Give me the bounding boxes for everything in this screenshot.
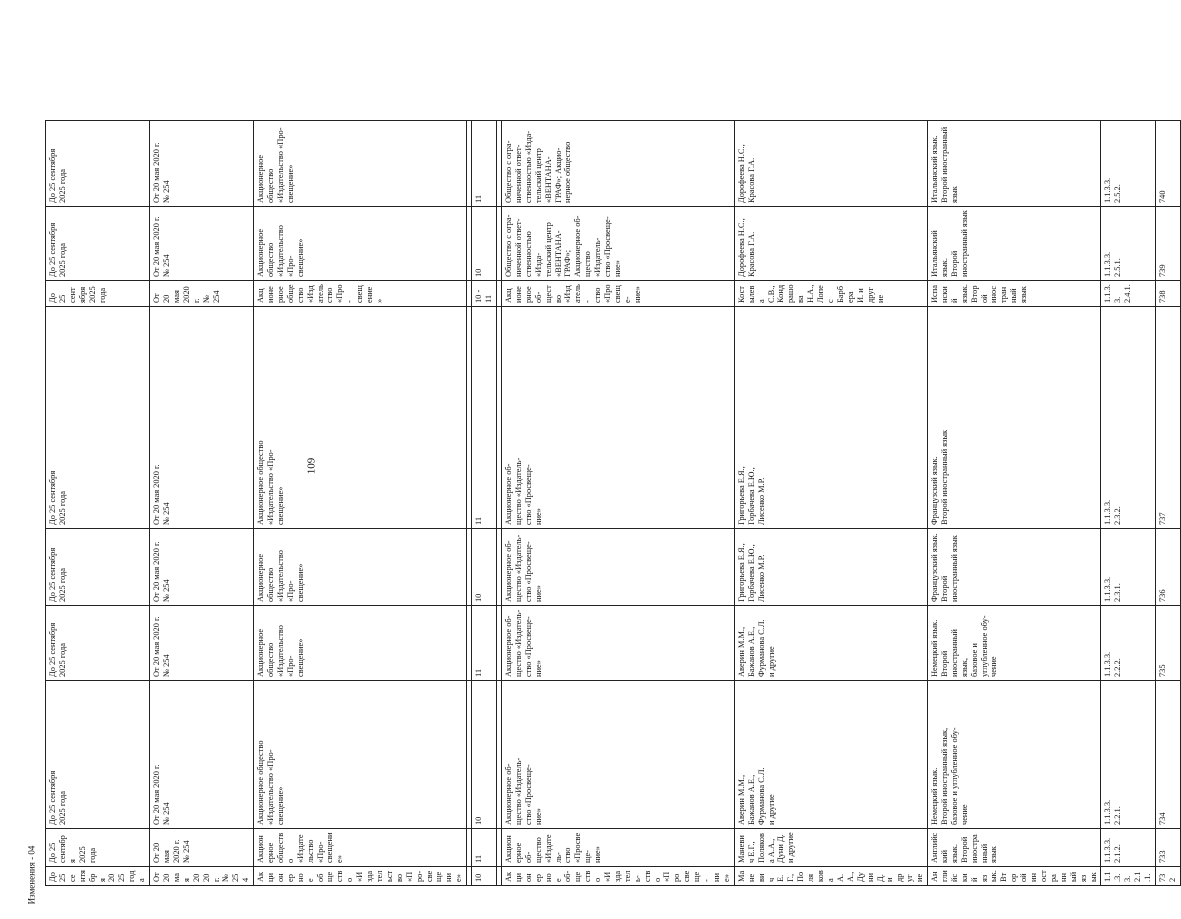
- cell-subject: Английский язык. Второй иностранный язык: [928, 867, 1101, 886]
- page-number-text: 109: [305, 457, 317, 475]
- cell-authors: Дорофеева Н.С., Красова Г.А.: [734, 207, 927, 281]
- cell-subject: Французский язык. Второй иностранный язык: [928, 307, 1101, 529]
- cell-authors: Маневич Е.Г., Полякова А.А., Дуни Д. и другие: [734, 867, 927, 886]
- cell-grade: 10: [472, 207, 497, 281]
- cell-publisher: Акционерное об- щество «Издатель- ство «Просвеще- ние»: [501, 606, 734, 681]
- cell-authors: Григорьева Е.Я., Горбачева Е.Ю., Лисенко М.Р.: [734, 307, 927, 529]
- cell-authors: Костылева С.В., Кондрашова Н.А., Лопес Барбера И. и другие: [734, 281, 927, 307]
- cell-publisher: Акционерное об- щество «Издатель- ство «Просвеще- ние»: [501, 681, 734, 829]
- cell-subject: Испанский язык. Второй иностранный язык: [928, 281, 1101, 307]
- cell-publisher: Акционерное об- щество «Издатель- ство «Просвеще- ние»: [501, 307, 734, 529]
- cell-org: Акционерное общество «Издательство «Про- свещение»: [254, 681, 467, 829]
- cell-num: 734: [1155, 681, 1180, 829]
- cell-grade: 11: [472, 606, 497, 681]
- cell-num: 736: [1155, 529, 1180, 606]
- cell-publisher: Акционерное об- щество «Издатель- ство «Просвеще- ние»: [501, 867, 734, 886]
- table-column-publisher: [501, 43, 734, 886]
- cell-order: От 20 мая 2020 г. № 254: [150, 121, 254, 207]
- cell-grade: 10 - 11: [472, 281, 497, 307]
- cell-code: 1.1.3.3. 2.1.1.: [1101, 867, 1156, 886]
- cell-subject: Итальянский язык. Второй иностранный язык: [928, 121, 1101, 207]
- textbook-list-table-area: [45, 43, 1177, 886]
- cell-num: 740: [1155, 121, 1180, 207]
- cell-subject: Немецкий язык. Второй иностранный язык, базовое и углубленное обу- чение: [928, 606, 1101, 681]
- cell-order: От 20 мая 2020 г. № 254: [150, 281, 254, 307]
- table-column-num: [1155, 43, 1180, 886]
- cell-subject: Немецкий язык. Второй иностранный язык, базовое и углубленное обу- чение: [928, 681, 1101, 829]
- table-column-authors: [734, 43, 927, 886]
- cell-publisher: Общество с огра- ниченной ответ- ственностью «Изда- тельский центр «ВЕНТАНА- ГРАФ»; Акцио- нерное общество: [501, 121, 734, 207]
- cell-grade: 10: [472, 867, 497, 886]
- cell-code: 1.1.3.3. 2.3.1.: [1101, 529, 1156, 606]
- cell-authors: Аверин М.М., Бажанов А.Е., Фурманова С.Л. и другие: [734, 606, 927, 681]
- cell-num: 735: [1155, 606, 1180, 681]
- cell-order: От 20 мая 2020 г. № 254: [150, 606, 254, 681]
- cell-order: От 20 мая 2020 г. № 254: [150, 207, 254, 281]
- cell-grade: 11: [472, 829, 497, 867]
- cell-num: 733: [1155, 829, 1180, 867]
- cell-authors: Аверин М.М., Бажанов А.Е., Фурманова С.Л. и другие: [734, 681, 927, 829]
- cell-org: Акционерное общество «Издательство «Про- свещение»: [254, 606, 467, 681]
- cell-deadline: До 25 сентября 2025 года: [46, 121, 150, 207]
- cell-order: От 20 мая 2020 г. № 254: [150, 829, 254, 867]
- cell-publisher: Акционерное об- щество «Издатель- ство «Просвеще- ние»: [501, 281, 734, 307]
- cell-deadline: До 25 сентября 2025 года: [46, 867, 150, 886]
- cell-num: 737: [1155, 307, 1180, 529]
- cell-num: 739: [1155, 207, 1180, 281]
- cell-deadline: До 25 сентября 2025 года: [46, 829, 150, 867]
- cell-deadline: До 25 сентября 2025 года: [46, 681, 150, 829]
- cell-code: 1.1.3.3. 2.4.1.: [1101, 281, 1156, 307]
- table-column-deadline: [46, 43, 150, 886]
- cell-org: Акционерное общество «Издательство «Про- свещение»: [254, 281, 467, 307]
- cell-order: От 20 мая 2020 г. № 254: [150, 681, 254, 829]
- cell-order: От 20 мая 2020 г. № 254: [150, 867, 254, 886]
- cell-grade: 10: [472, 529, 497, 606]
- cell-code: 1.1.3.3. 2.2.2.: [1101, 606, 1156, 681]
- cell-deadline: До 25 сентября 2025 года: [46, 606, 150, 681]
- table-column-org: [254, 43, 467, 886]
- table-column-grade: [472, 43, 497, 886]
- table-column-code: [1101, 43, 1156, 886]
- cell-grade: 11: [472, 307, 497, 529]
- cell-num: 732: [1155, 867, 1180, 886]
- cell-code: 1.1.3.3. 2.2.1.: [1101, 681, 1156, 829]
- cell-code: 1.1.3.3. 2.5.1.: [1101, 207, 1156, 281]
- cell-org: Акционерное общество «Издательство «Про- свещение»: [254, 529, 467, 606]
- cell-deadline: До 25 сентября 2025 года: [46, 281, 150, 307]
- cell-deadline: До 25 сентября 2025 года: [46, 207, 150, 281]
- cell-num: 738: [1155, 281, 1180, 307]
- cell-order: От 20 мая 2020 г. № 254: [150, 307, 254, 529]
- cell-subject: Французский язык. Второй иностранный язык: [928, 529, 1101, 606]
- cell-deadline: До 25 сентября 2025 года: [46, 307, 150, 529]
- footer-revision-text: Изменения - 04: [26, 845, 37, 905]
- cell-org: Акционерное общество «Издательство «Про- свещение»: [254, 829, 467, 867]
- cell-publisher: Акционерное об- щество «Издатель- ство «Просвеще- ние»: [501, 529, 734, 606]
- cell-org: Акционерное общество «Издательство «Про- свещение»: [254, 121, 467, 207]
- cell-org: Акционерное общество «Издательство «Про- свещение»: [254, 867, 467, 886]
- cell-org: Акционерное общество «Издательство «Про- свещение»: [254, 207, 467, 281]
- cell-grade: 10: [472, 681, 497, 829]
- cell-deadline: До 25 сентября 2025 года: [46, 529, 150, 606]
- table-column-subject: [928, 43, 1101, 886]
- rotated-page-content: [45, 43, 1177, 886]
- cell-code: 1.1.3.3. 2.3.2.: [1101, 307, 1156, 529]
- cell-authors: Григорьева Е.Я., Горбачева Е.Ю., Лисенко М.Р.: [734, 529, 927, 606]
- table-column-order: [150, 43, 254, 886]
- cell-subject: Итальянский язык. Второй иностранный язык: [928, 207, 1101, 281]
- cell-order: От 20 мая 2020 г. № 254: [150, 529, 254, 606]
- cell-authors: Дорофеева Н.С., Красова Г.А.: [734, 121, 927, 207]
- textbook-list-table: [45, 42, 1181, 886]
- footer-revision: [24, 840, 38, 910]
- cell-authors: Маневич Е.Г., Полякова А.А., Дуни Д. и другие: [734, 829, 927, 867]
- cell-code: 1.1.3.3. 2.1.2.: [1101, 829, 1156, 867]
- cell-org: Акционерное общество «Издательство «Про- свещение»: [254, 307, 467, 529]
- cell-publisher: Общество с огра- ниченной ответ- ственностью «Изда- тельский центр «ВЕНТАНА- ГРАФ»; Акционерное об- щество «Издатель- ство «Просвеще- ние»: [501, 207, 734, 281]
- cell-grade: 11: [472, 121, 497, 207]
- cell-code: 1.1.3.3. 2.5.2.: [1101, 121, 1156, 207]
- cell-subject: Английский язык. Второй иностранный язык: [928, 829, 1101, 867]
- cell-publisher: Акционерное об- щество «Издатель- ство «Просвеще- ние»: [501, 829, 734, 867]
